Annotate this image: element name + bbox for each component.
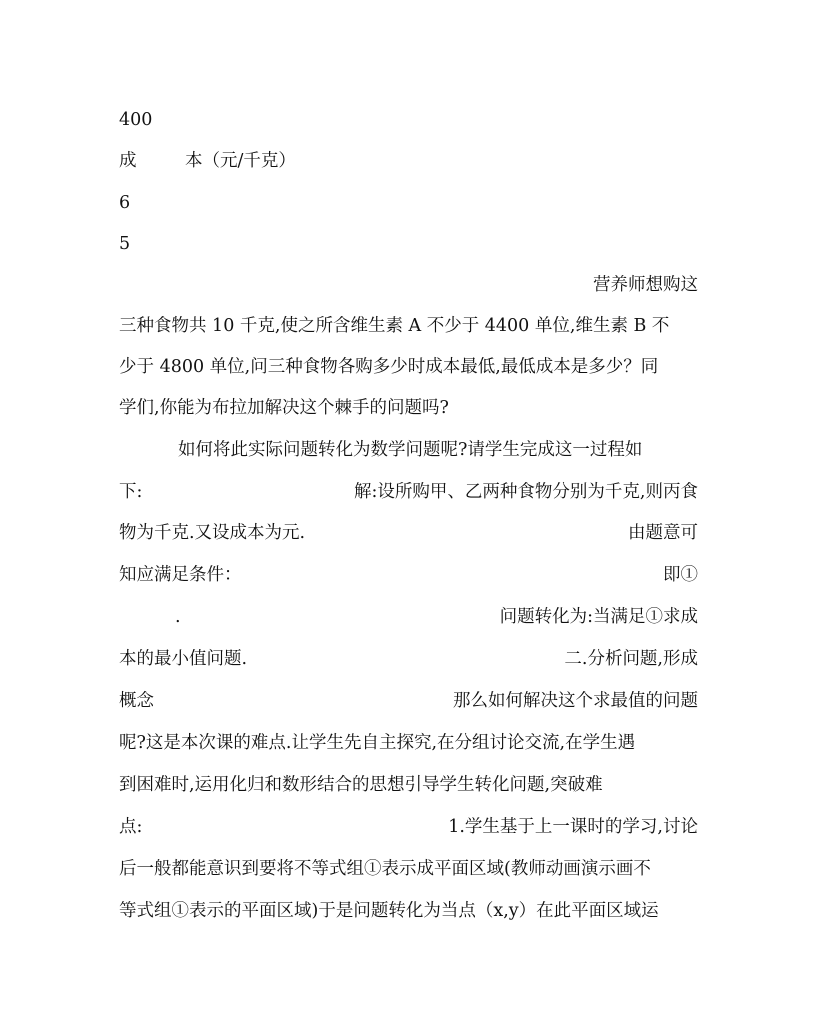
text-segment: 下: (119, 482, 143, 502)
text-line-16 (119, 731, 698, 755)
text-line-17 (119, 773, 698, 797)
text-segment: 等式组①表示的平面区域)于是问题转化为当点（x,y）在此平面区域运 (119, 901, 659, 921)
text-line-18 (119, 815, 698, 839)
text-segment: 概念 (119, 691, 154, 711)
text-segment: 呢?这是本次课的难点.让学生先自主探究,在分组讨论交流,在学生遇 (119, 733, 636, 753)
text-line-3 (119, 191, 698, 215)
text-segment: 后一般都能意识到要将不等式组①表示成平面区域(教师动画演示画不 (119, 859, 651, 879)
text-line-1 (119, 108, 698, 132)
text-segment: 点: (119, 817, 143, 837)
text-segment: 知应满足条件： (119, 565, 242, 585)
text-segment: 少于 4800 单位,问三种食物各购多少时成本最低,最低成本是多少？同 (119, 357, 659, 377)
text-segment: 营养师想购这 (593, 275, 698, 295)
text-segment: 问题转化为:当满足①求成 (499, 607, 698, 627)
text-segment: 二.分析问题,形成 (564, 649, 698, 669)
text-segment: 三种食物共 10 千克,使之所含维生素 A 不少于 4400 单位,维生素 B 不 (119, 316, 670, 336)
text-line-4 (119, 232, 698, 256)
text-line-2 (119, 149, 698, 173)
text-line-15 (119, 689, 698, 713)
text-line-13 (119, 605, 698, 629)
text-line-9 (178, 438, 698, 462)
text-segment: 由题意可 (628, 523, 698, 543)
text-line-5 (119, 273, 698, 297)
text-segment: 400 (119, 110, 153, 130)
text-segment: 到困难时,运用化归和数形结合的思想引导学生转化问题,突破难 (119, 775, 603, 795)
text-line-11 (119, 521, 698, 545)
text-line-10 (119, 480, 698, 504)
text-segment: 如何将此实际问题转化为数学问题呢?请学生完成这一过程如 (178, 440, 643, 460)
text-segment: 5 (119, 234, 131, 254)
text-segment: . (175, 607, 181, 627)
text-segment: 成 (119, 151, 137, 171)
text-segment: 物为千克.又设成本为元. (119, 523, 306, 543)
text-line-14 (119, 647, 698, 671)
text-segment: 那么如何解决这个求最值的问题 (453, 691, 698, 711)
text-line-19 (119, 857, 698, 881)
text-segment: 学们,你能为布拉加解决这个棘手的问题吗? (119, 398, 449, 418)
text-line-20 (119, 899, 698, 923)
text-segment: 本的最小值问题. (119, 649, 248, 669)
text-segment: 本（元/千克） (185, 151, 296, 171)
text-line-7 (119, 355, 698, 379)
text-line-6 (119, 314, 698, 338)
text-line-8 (119, 396, 698, 420)
text-segment: 解:设所购甲、乙两种食物分别为千克,则丙食 (354, 482, 698, 502)
text-segment: 1.学生基于上一课时的学习,讨论 (448, 817, 698, 837)
text-segment: 6 (119, 193, 131, 213)
text-line-12 (119, 563, 698, 587)
text-segment: 即① (663, 565, 698, 585)
